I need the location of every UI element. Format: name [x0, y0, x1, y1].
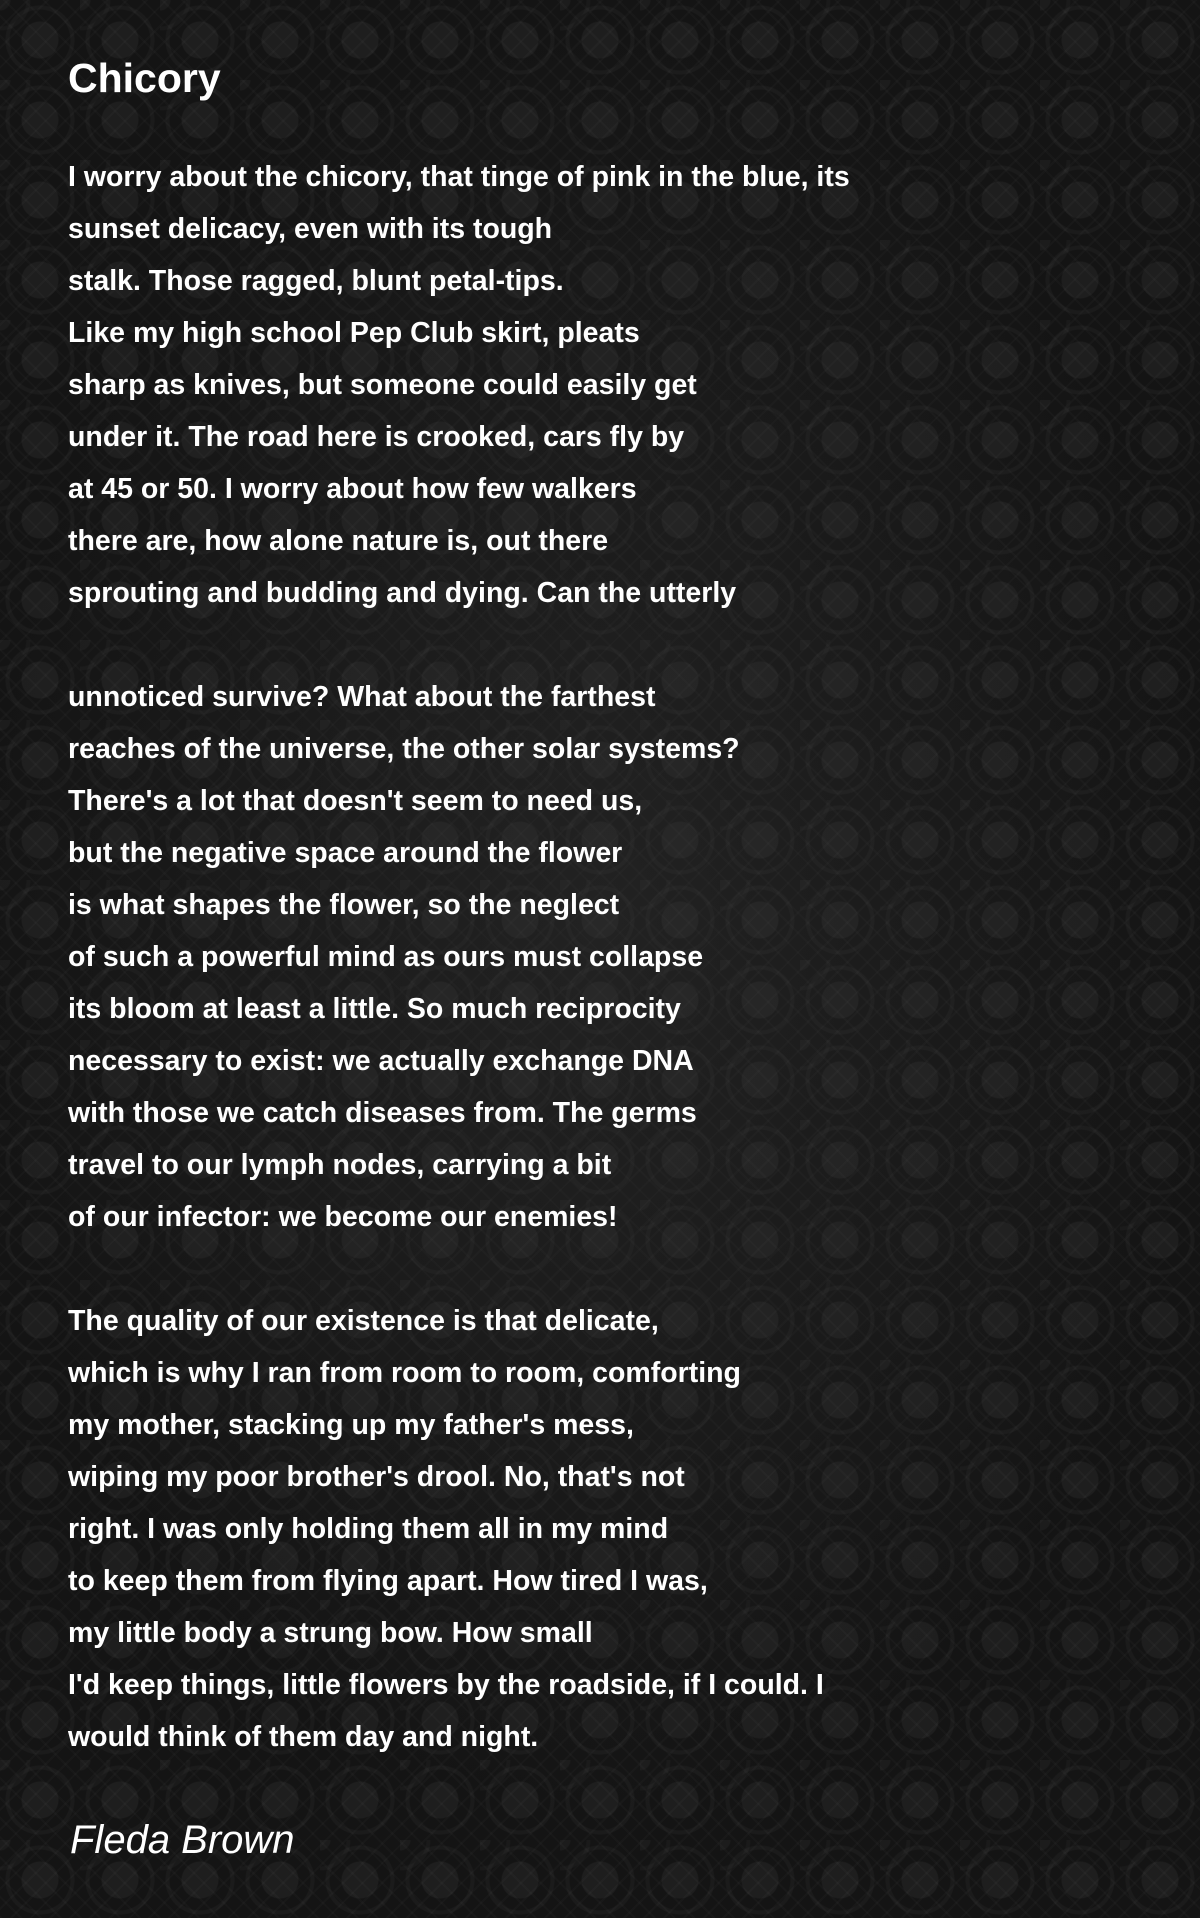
poem-line: is what shapes the flower, so the neglect	[68, 889, 620, 921]
poem-line: of such a powerful mind as ours must collapse	[68, 941, 704, 973]
poem-line: at 45 or 50. I worry about how few walkers	[68, 473, 637, 505]
poem-line: but the negative space around the flower	[68, 837, 623, 869]
poem-line: would think of them day and night.	[68, 1721, 539, 1753]
poem-line: sunset delicacy, even with its tough	[68, 213, 553, 245]
poem-line: which is why I ran from room to room, comforting	[68, 1357, 741, 1389]
poem-line: unnoticed survive? What about the farthest	[68, 681, 656, 713]
poem-line: its bloom at least a little. So much reciprocity	[68, 993, 681, 1025]
poem-line: under it. The road here is crooked, cars fly by	[68, 421, 685, 453]
poem-line: travel to our lymph nodes, carrying a bit	[68, 1149, 612, 1181]
poem-line: my mother, stacking up my father's mess,	[68, 1409, 634, 1441]
poem-line: my little body a strung bow. How small	[68, 1617, 593, 1649]
stanza-3	[68, 1295, 1148, 1763]
poem-line: I'd keep things, little flowers by the roadside, if I could. I	[68, 1669, 824, 1701]
stanza-1	[68, 151, 1148, 619]
poem-body	[68, 151, 1148, 1815]
poem-line: necessary to exist: we actually exchange DNA	[68, 1045, 694, 1077]
poem-line: sharp as knives, but someone could easily get	[68, 369, 697, 401]
poem-line: right. I was only holding them all in my mind	[68, 1513, 669, 1545]
poem-line: sprouting and budding and dying. Can the utterly	[68, 577, 737, 609]
poem-line: stalk. Those ragged, blunt petal-tips.	[68, 265, 564, 297]
poem-author: Fleda Brown	[70, 1818, 295, 1862]
poem-title: Chicory	[68, 55, 221, 101]
stanza-2	[68, 671, 1148, 1243]
poem-line: The quality of our existence is that delicate,	[68, 1305, 659, 1337]
poem-line: to keep them from flying apart. How tired I was,	[68, 1565, 708, 1597]
poem-line: with those we catch diseases from. The germs	[68, 1097, 697, 1129]
poem-line: reaches of the universe, the other solar systems?	[68, 733, 740, 765]
poem-line: there are, how alone nature is, out there	[68, 525, 609, 557]
poem-line: of our infector: we become our enemies!	[68, 1201, 618, 1233]
poem-line: Like my high school Pep Club skirt, pleats	[68, 317, 640, 349]
poem-line: There's a lot that doesn't seem to need us,	[68, 785, 643, 817]
poem-line: I worry about the chicory, that tinge of pink in the blue, its	[68, 161, 850, 193]
poem-line: wiping my poor brother's drool. No, that's not	[68, 1461, 685, 1493]
